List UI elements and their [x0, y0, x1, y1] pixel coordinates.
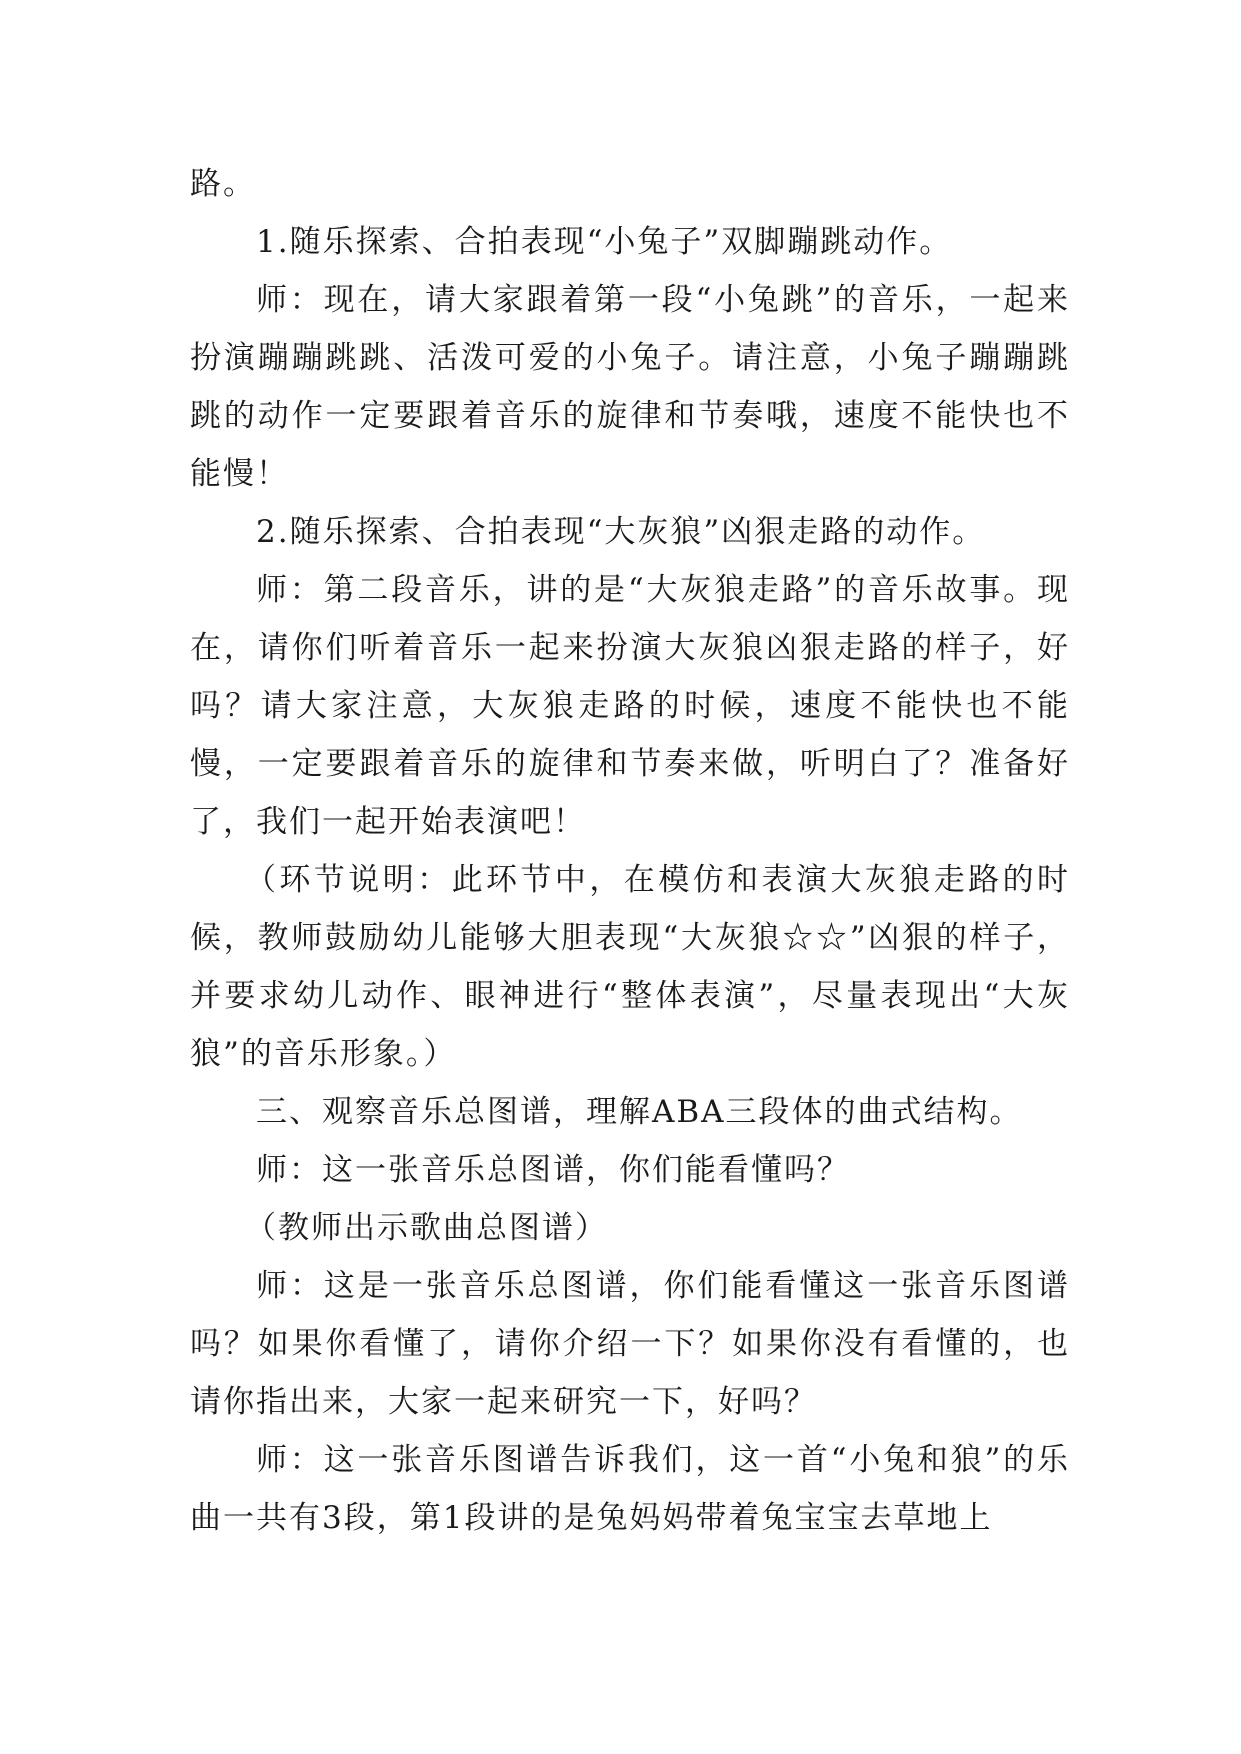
paragraph-teacher-action: （教师出示歌曲总图谱）: [245, 1210, 608, 1246]
paragraph-step-1-heading: 1.随乐探索、合拍表现“小兔子”双脚蹦跳动作。: [256, 224, 953, 260]
paragraph-teacher-summary: 师：这一张音乐图谱告诉我们，这一首“小兔和狼”的乐曲一共有3段，第1段讲的是兔妈妈带着兔宝宝去草地上: [190, 1442, 1070, 1536]
paragraph-continuation: 路。: [190, 166, 256, 202]
paragraph-teacher-rabbit: 师：现在，请大家跟着第一段“小兔跳”的音乐，一起来扮演蹦蹦跳跳、活泼可爱的小兔子。请注意，小兔子蹦蹦跳跳的动作一定要跟着音乐的旋律和节奏哦，速度不能快也不能慢！: [190, 282, 1070, 492]
paragraph-step-2-heading: 2.随乐探索、合拍表现“大灰狼”凶狠走路的动作。: [256, 514, 986, 550]
paragraph-teacher-wolf: 师：第二段音乐，讲的是“大灰狼走路”的音乐故事。现在，请你们听着音乐一起来扮演大灰狼凶狠走路的样子，好吗？请大家注意，大灰狼走路的时候，速度不能快也不能慢，一定要跟着音乐的旋律和节奏来做，听明白了？准备好了，我们一起开始表演吧！: [190, 572, 1070, 840]
paragraph-teacher-explain: 师：这是一张音乐总图谱，你们能看懂这一张音乐图谱吗？如果你看懂了，请你介绍一下？如果你没有看懂的，也请你指出来，大家一起来研究一下，好吗？: [190, 1268, 1070, 1420]
document-body: [190, 155, 1070, 1547]
paragraph-section-3-heading: 三、观察音乐总图谱，理解ABA三段体的曲式结构。: [256, 1094, 1023, 1130]
paragraph-section-note: （环节说明：此环节中，在模仿和表演大灰狼走路的时候，教师鼓励幼儿能够大胆表现“大灰狼☆☆”凶狠的样子，并要求幼儿动作、眼神进行“整体表演”，尽量表现出“大灰狼”的音乐形象。）: [190, 862, 1070, 1072]
paragraph-teacher-question: 师：这一张音乐总图谱，你们能看懂吗？: [256, 1152, 850, 1188]
